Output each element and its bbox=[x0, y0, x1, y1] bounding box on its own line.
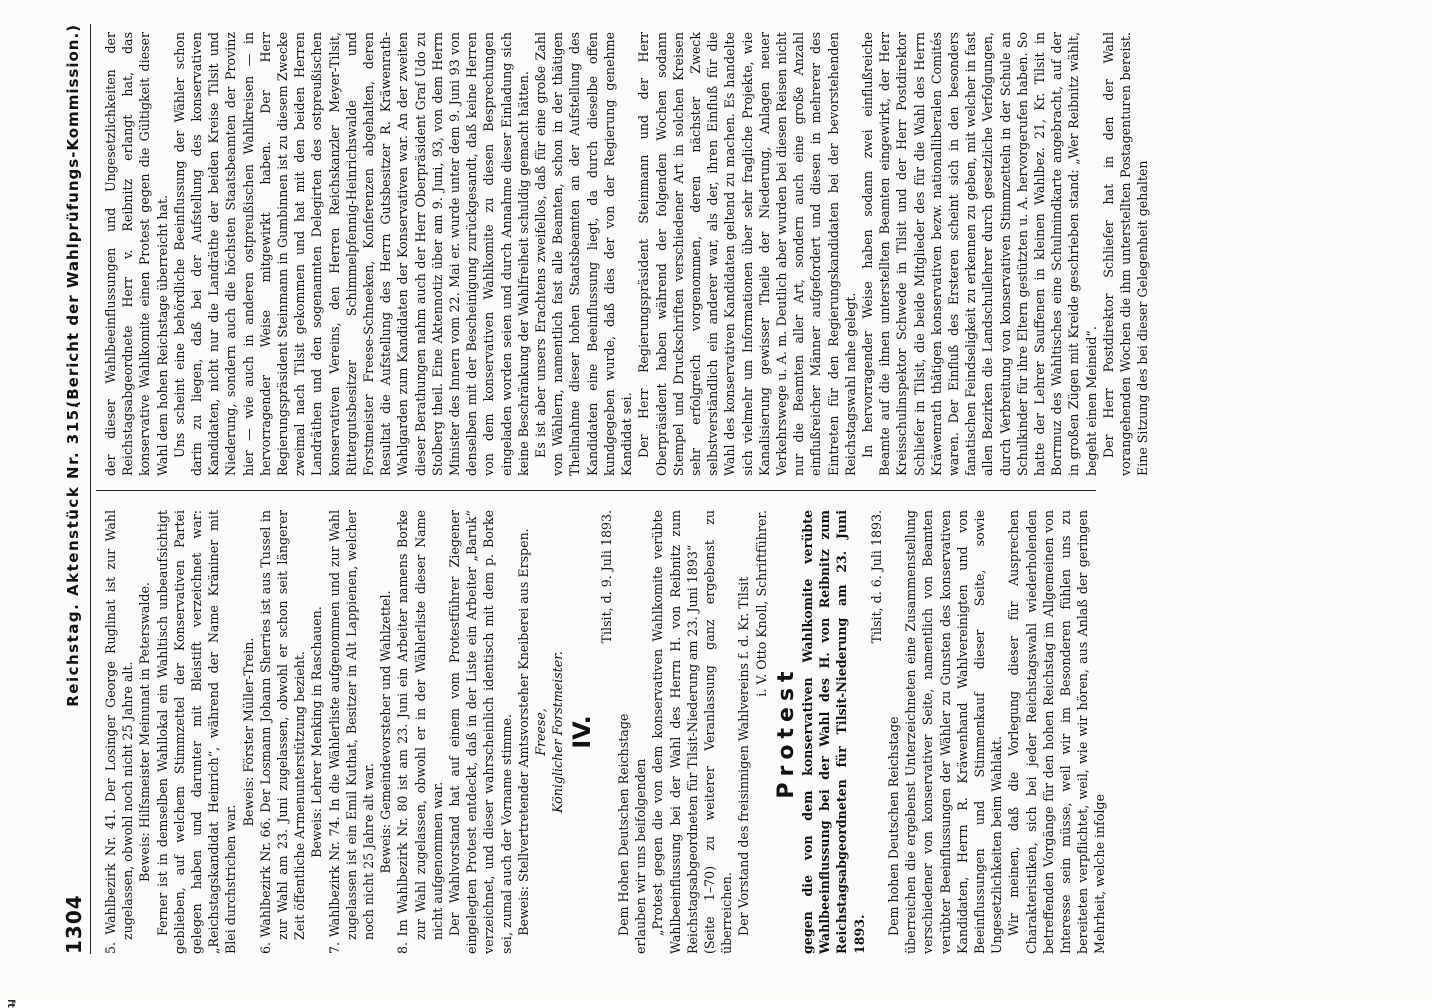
list-item: 6. Wahlbezirk Nr. 66. Der Losmann Johann Sherries ist aus Tussel in zur Wahl am 23. Juni zugelassen, obwohl er schon seit längerer Zeit öffentliche Armenunterstützung bezieht. bbox=[257, 510, 308, 954]
paragraph: Uns scheint eine behördliche Beeinflussung der Wähler schon darin zu liegen, daß bei der Aufstellung des konservativen Kandidaten, nicht nur die Landräthe der beiden Kreise Tilsit und Niederung, sondern auch die höchsten Staatsbeamten der Provinz hier — wie auch in anderen ostpreußischen Wahlkreisen — in hervorragender Weise mitgewirkt haben. Der Herr Regierungspräsident Steinmann in Gumbinnen ist zu diesem Zwecke zweimal nach Tilsit gekommen und hat mit den beiden Herren Landräthen und den sogenannten Delegirten des ostpreußischen konservativen Vereins, den Herren Reichskanzler Meyer-Tilsit, Rittergutsbesitzer Schimmelpfennig-Heinrichswalde und Forstmeister Freese-Schneeken, Konferenzen abgehalten, deren Resultat die Aufstellung des Herrn Gutsbesitzer R. Kräwenrath-Wahlgarden zum Kandidaten der Konservativen war. An der zweiten dieser Berathungen nahm auch der Herr Oberpräsident Graf Udo zu Stolberg theil. Eine Aktennotiz über am 9. Juni, 93, von dem Herrn Minister des Innern vom 22. Mai er. wurde unter dem 9. Juni 93 von denselben mit der Bescheinigung zurückgesandt, daß keine Herren von dem konservativen Wahlkomite zu diesen Besprechungen eingeladen worden seien und durch Annahme dieser Einladung sich keine Beschränkung der Wahlfreiheit schuldig gemacht hätten. bbox=[171, 32, 531, 476]
list-item: 7. Wahlbezirk Nr. 74. In die Wählerliste aufgenommen und zur Wahl zugelassen ist ein Emil Kuthat, Besitzer in Alt Lappienen, welcher noch nicht 25 Jahre alt war. bbox=[326, 510, 377, 954]
paragraph: Es ist aber unsers Erachtens zweifellos, daß für eine große Zahl von Wählern, namentlich fast alle Beamten, schon in der thätigen Theilnahme dieser hohen Staatsbeamten an der Aufstellung des Kandidaten eine Beeinflussung liegt, da durch dieselbe offen kundgegeben wurde, daß dies der von der Regierung genehme Kandidat sei. bbox=[533, 32, 635, 476]
evidence-line: Beweis: Hilfsmeister Meinunat in Peterswalde. bbox=[137, 582, 153, 882]
paragraph: überreichen die ergebenst Unterzeichneten eine Zusammenstellung verschiedener von konservativer Seite, namentlich von Beamten verübter Beeinflussungen der Wähler zu Gunsten des konservativen Kandidaten, Herrn R. Kräwenhand Wahlvereinigten und von Beeinflussungen und Stimmenkauf dieser Seite, sowie Ungesetzlichkeiten beim Wahlakt. bbox=[903, 510, 1005, 954]
addressee: Dem hohen Deutschen Reichstage bbox=[885, 716, 901, 936]
column-divider bbox=[96, 490, 1096, 491]
signatory: Der Vorstand des freisinnigen Wahlvereins f. d. Kr. Tilsit bbox=[736, 576, 752, 936]
list-item: 5. Wahlbezirk Nr. 41. Der Losinger George Ruglinat ist zur Wahl zugelassen, obwohl noch nicht 25 Jahre alt. bbox=[103, 510, 136, 954]
signatory-name: i. V. Otto Knoll, Schriftführer. bbox=[753, 510, 769, 697]
quoted-title: „Protest gegen die von dem konservativen Wahlkomite verübte Wahlbeeinflussung bei der Wahl des Herrn H. von Reibnitz zum Reichstagsabgeordneten für Tilsit-Niederung am 23. Juni 1893“ bbox=[650, 510, 700, 954]
paragraph: Der Herr Regierungspräsident Steinmann und der Herr Oberpräsident haben während der folgenden Wochen sodann Stempel und Druckschriften verschiedener Art in solchen Kreisen sehr erfolgreich vorgenommen, deren nächster Zweck selbstverständlich ein anderer war, als der, ihren Einfluß für die Wahl des konservativen Kandidaten geltend zu machen. Es handelte sich vielmehr um Informationen über sehr fragliche Projekte, wie Kanalisierung gewisser Theile der Niederung, Anlagen neuer Verkehrswege u. A. m. Deutlich aber wurden bei diesen Reisen nicht nur die Beamten aller Art, sondern auch eine große Anzahl einflußreicher Männer aufgefordert und diesen in mehrerer des Eintreten für den Regierungskandidaten bei der bevorstehenden Reichstagswahl nahe gelegt. bbox=[636, 32, 858, 476]
section-numeral: IV. bbox=[568, 715, 597, 749]
paragraph: Der Herr Postdirektor Schliefer hat in den der Wahl vorangehenden Wochen die ihm unterstellten Postagenturen bereist. Eine Sitzung des bei dieser Gelegenheit gehalten bbox=[1100, 32, 1151, 476]
protest-heading: Protest bbox=[773, 665, 799, 799]
signature-title: Königlicher Forstmeister. bbox=[550, 651, 566, 813]
date-line: Tilsit, d. 6. Juli 1893. bbox=[868, 510, 884, 644]
paragraph: Ferner ist in demselben Wahllokal ein Wahltisch unbeaufsichtigt geblieben, auf welchem Stimmzettel der Konservativen Partei gelegen haben und darunter mit Bleistift verzeichnet war: „Reichstagskandidat Heinrich“, während der Name Kräniner mit Blei durchstrichen war. bbox=[154, 510, 239, 954]
paragraph: Der Wahlvorstand hat auf einem vom Protestführer Ziegener eingelegten Protest entdeckt, daß in der Liste ein Arbeiter „Baruk“ verzeichnet, und dieser wahrscheinlich identisch mit dem p. Borke sei, zumal auch der Vorname stimme. bbox=[447, 510, 514, 954]
evidence-line: Beweis: Gemeindevorsteher und Wahlzettel. bbox=[378, 590, 394, 874]
date-line: Tilsit, d. 9. Juli 1893. bbox=[598, 510, 614, 644]
evidence-line: Beweis: Stellvertretender Amtsvorsteher Kneiberei aus Erspen. bbox=[515, 528, 531, 936]
section-title: (Bericht der Wahlprüfungs-Kommission.) bbox=[64, 24, 82, 408]
page-content bbox=[56, 24, 1432, 954]
right-column bbox=[102, 32, 1151, 476]
paragraph: Wir meinen, daß die Vorlegung dieser für Ausprechen Charakteristiken, sich bei jeder Reichstagswahl wiederholenden betreffenden Vorgänge für den hohen Reichstag im Allgemeinen von Interesse sein müsse, weil wir im Besonderen fühlen uns zu bereiteten verpflichtet, weil, wie wir hören, aus Anlaß der geringen Mehrheit, welche infolge bbox=[1006, 510, 1108, 954]
paragraph: In hervorragender Weise haben sodann zwei einflußreiche Beamte auf die ihnen unterstellten Beamten eingewirkt, der Herr Kreisschulinspektor Schwede in Tilsit und der Herr Postdirektor Schliefer in Tilsit, die beide Mitglieder des für die Wahl des Herrn Kräwenrath thätigen konservativen bezw. nationalliberalen Comités waren. Der Einfluß des Ersteren scheint sich in den besonders fanatischen Feindseligkeit zu erkennen zu geben, mit welcher in fast allen Bezirken die Landschullehrer durch gesetzliche Verfolgungen, durch Verbreitung von konservativen Stimmzetteln in der Schule an Schulkinder für ihre Eltern gestützten u. A. hervorgerufen haben. So hatte der Lehrer Sauffenen in kleinen Wahlbez. 21, Kr. Tilsit in Borrmuz des Wahltisches eine Schulmindkarte angebracht, auf der in großen Zügen mit Kreide geschrieben stand: „Wer Reibnitz wählt, begeht einen Meineid“. bbox=[859, 32, 1099, 476]
paragraph: erlauben wir uns beifolgenden bbox=[633, 758, 649, 954]
left-column bbox=[102, 510, 1109, 954]
page-header bbox=[56, 24, 91, 954]
list-item: 8. Im Wahlbezirk Nr. 80 ist am 23. Juni ein Arbeiter namens Borke zur Wahl zugelassen, obwohl er in der Wählerliste dieser Name nicht aufgenommen war. bbox=[395, 510, 445, 954]
evidence-line: Beweis: Lehrer Menking in Raschauen. bbox=[309, 606, 325, 858]
evidence-line: Beweis: Förster Müller-Trein. bbox=[240, 637, 256, 827]
signature-name: Freese, bbox=[533, 708, 549, 756]
addressee: Dem Hohen Deutschen Reichstage bbox=[615, 713, 631, 936]
running-title: Reichstag. Aktenstück Nr. 315. bbox=[64, 401, 82, 707]
page-number: 1304 bbox=[62, 894, 86, 954]
protest-subject: gegen die von dem konservativen Wahlkomite verübte Wahlbeeinflussung bei der Wahl des H. von Reibnitz zum Reichstagsabgeordneten für Tilsit-Niederung am 23. Juni 1893. bbox=[799, 510, 867, 954]
paragraph: der dieser Wahlbeeinflussungen und Ungesetzlichkeiten der Reichstagsabgeordnete Herr v. Reibnitz erlangt hat, das konservative Wahlkomite einen Protest gegen die Gültigkeit dieser Wahl dem hohen Reichstage überreicht hat. bbox=[103, 32, 170, 476]
paragraph: (Seite 1–70) zu weiterer Veranlassung ganz ergebenst zu überreichen. bbox=[701, 510, 735, 954]
